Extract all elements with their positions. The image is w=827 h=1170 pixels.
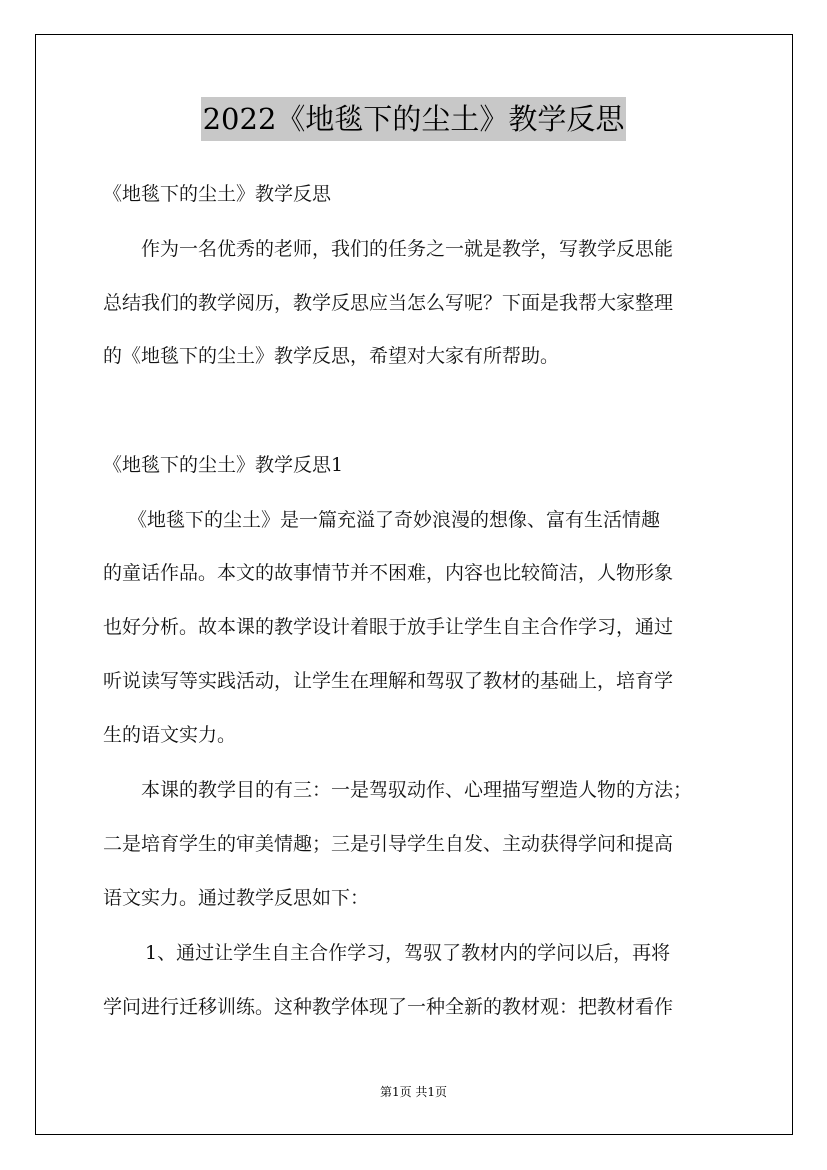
paragraph-line: 总结我们的教学阅历，教学反思应当怎么写呢？下面是我帮大家整理 (103, 292, 674, 314)
paragraph-line: 也好分析。故本课的教学设计着眼于放手让学生自主合作学习，通过 (103, 616, 674, 638)
page-footer: 第1页 共1页 (379, 1085, 448, 1099)
subtitle-line: 《地毯下的尘土》教学反思 (103, 183, 332, 205)
paragraph-line: 的童话作品。本文的故事情节并不困难，内容也比较简洁，人物形象 (103, 562, 674, 584)
paragraph-line: 的《地毯下的尘土》教学反思，希望对大家有所帮助。 (103, 345, 560, 367)
paragraph-line: 作为一名优秀的老师，我们的任务之一就是教学，写教学反思能 (141, 238, 674, 260)
paragraph-line: 学问进行迁移训练。这种教学体现了一种全新的教材观：把教材看作 (103, 996, 674, 1018)
paragraph-line: 本课的教学目的有三：一是驾驭动作、心理描写塑造人物的方法； (141, 779, 693, 801)
paragraph-line: 听说读写等实践活动，让学生在理解和驾驭了教材的基础上，培育学 (103, 670, 674, 692)
paragraph-line: 生的语文实力。 (103, 724, 237, 746)
paragraph-line: 语文实力。通过教学反思如下： (103, 887, 370, 909)
paragraph-line: 《地毯下的尘土》是一篇充溢了奇妙浪漫的想像、富有生活情趣 (128, 509, 661, 531)
paragraph-line: 二是培育学生的审美情趣；三是引导学生自发、主动获得学问和提高 (103, 833, 674, 855)
paragraph-line: 1、通过让学生自主合作学习，驾驭了教材内的学问以后，再将 (145, 942, 671, 964)
section-heading: 《地毯下的尘土》教学反思1 (103, 454, 344, 476)
document-title: 2022《地毯下的尘土》教学反思 (201, 97, 627, 141)
title-container (0, 97, 827, 141)
